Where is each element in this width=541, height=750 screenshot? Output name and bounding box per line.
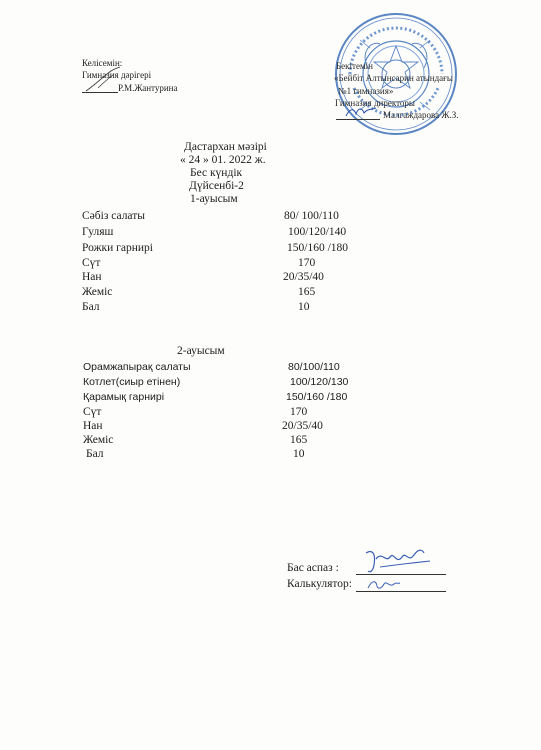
menu-day: Дүйсенбі-2 [189,180,244,192]
shift1-item-portion: 10 [298,301,310,313]
chef-label: Бас аспаз : [287,562,339,574]
shift2-item-name: Жеміс [83,434,114,446]
approval-right-name: Малгаждарова Ж.З. [383,110,459,120]
menu-date: « 24 » 01. 2022 ж. [180,154,266,166]
shift1-item-portion: 165 [298,286,316,298]
menu-title: Дастархан мәзірі [184,141,267,153]
approval-right-school: «Бейбіт Алтынсарин атындағы [334,73,453,83]
shift2-item-name: Бал [86,448,104,460]
shift2-item-name: Котлет(сиыр етінен) [83,376,181,388]
shift1-item-name: Сүт [82,257,101,269]
shift1-item-portion: 80/ 100/110 [284,210,339,222]
shift2-item-name: Орамжапырақ салаты [83,361,191,373]
shift1-item-name: Бал [82,301,100,313]
shift2-item-name: Нан [83,420,103,432]
shift1-item-name: Жеміс [82,286,113,298]
approval-right-gymnasium: №1 гимназия» [338,86,394,96]
shift2-item-portion: 165 [290,434,308,446]
calculator-label: Калькулятор: [287,578,352,590]
shift2-item-name: Сүт [83,406,102,418]
director-signature [344,104,378,120]
menu-week: Бес күндік [190,167,243,179]
shift2-item-portion: 100/120/130 [290,376,349,388]
approval-right-director: Гимназия директоры [335,98,415,108]
shift1-title: 1-ауысым [190,193,238,205]
shift1-item-portion: 20/35/40 [283,271,324,283]
shift2-item-name: Қарамық гарнирі [83,391,165,403]
shift1-item-name: Нан [82,271,102,283]
approval-left-doctor: Гимназия дәрігері [82,70,152,80]
shift1-item-name: Рожки гарнирі [82,242,153,254]
approval-right-approve: Бекітемін [336,61,373,71]
approval-left-name: Р.М.Жантурина [118,83,178,93]
shift1-item-name: Гуляш [82,226,114,238]
calculator-signature [364,576,404,594]
shift1-item-name: Сәбіз салаты [82,210,145,222]
shift2-item-portion: 20/35/40 [282,420,323,432]
shift2-item-portion: 80/100/110 [288,361,340,373]
shift1-item-portion: 150/160 /180 [287,242,349,254]
chef-signature [360,543,440,579]
approval-left-agree: Келісемін: [82,58,123,68]
shift2-item-portion: 10 [293,448,305,460]
shift1-item-portion: 100/120/140 [288,226,347,238]
shift2-title: 2-ауысым [177,345,225,357]
doctor-signature [84,64,124,94]
shift2-item-portion: 150/160 /180 [286,391,348,403]
shift2-item-portion: 170 [290,406,308,418]
shift1-item-portion: 170 [298,257,316,269]
